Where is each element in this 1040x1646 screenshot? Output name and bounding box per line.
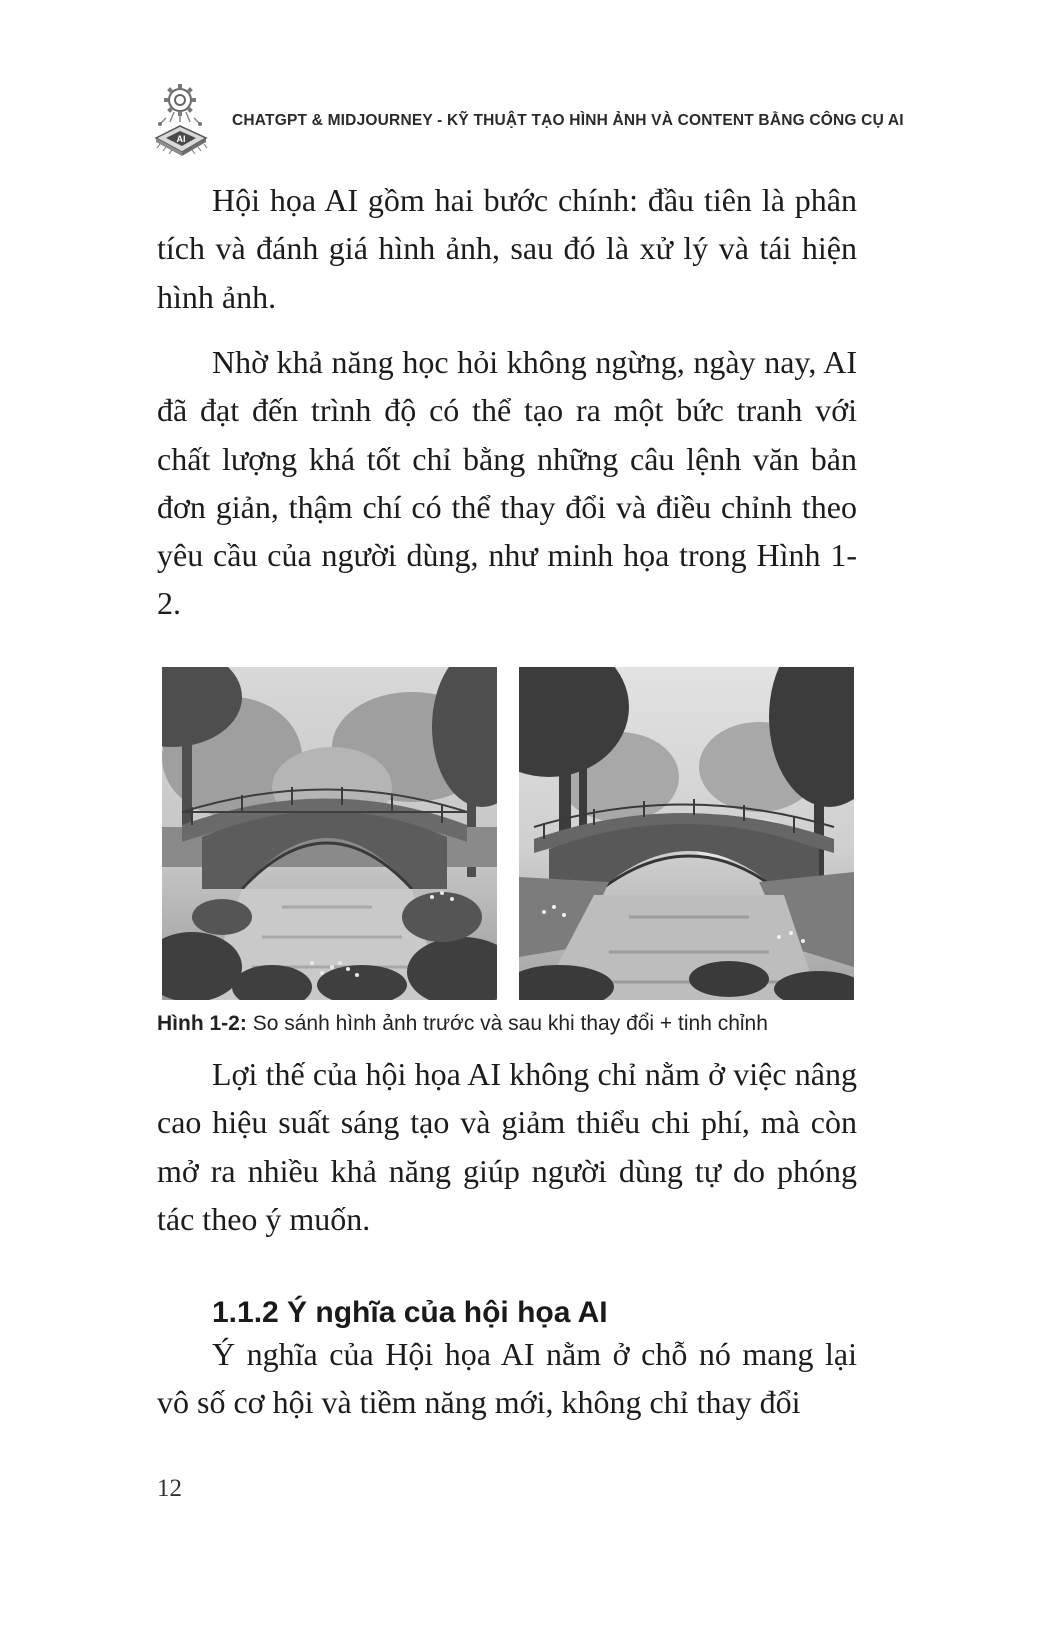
section-heading: 1.1.2 Ý nghĩa của hội họa AI <box>212 1296 608 1329</box>
paragraph-ai-advantages: Lợi thế của hội họa AI không chỉ nằm ở việc nâng cao hiệu suất sáng tạo và giảm thiểu chi phí, mà còn mở ra nhiều khả năng giúp người dùng tự do phóng tác theo ý muốn. <box>157 1056 857 1237</box>
figure-caption <box>157 1012 907 1036</box>
page-number: 12 <box>157 1475 182 1502</box>
figure-caption-text: So sánh hình ảnh trước và sau khi thay đổi + tinh chỉnh <box>252 1012 768 1035</box>
logo-ai-text: AI <box>176 134 186 144</box>
paragraph-ai-painting-steps: Hội họa AI gồm hai bước chính: đầu tiên là phân tích và đánh giá hình ảnh, sau đó là xử lý và tái hiện hình ảnh. <box>157 182 857 315</box>
running-header <box>150 80 910 160</box>
figure-caption-label: Hình 1-2: <box>157 1012 247 1035</box>
stone-bridge-forest-after-image <box>519 667 854 1000</box>
paragraph-ai-meaning: Ý nghĩa của Hội họa AI nằm ở chỗ nó mang lại vô số cơ hội và tiềm năng mới, không chỉ thay đổi <box>157 1336 857 1421</box>
ai-chip-gear-icon <box>150 80 226 160</box>
paragraph-ai-learning: Nhờ khả năng học hỏi không ngừng, ngày nay, AI đã đạt đến trình độ có thể tạo ra một bức tranh với chất lượng khá tốt chỉ bằng những câu lệnh văn bản đơn giản, thậm chí có thể thay đổi và điều chỉnh theo yêu cầu của người dùng, như minh họa trong Hình 1-2. <box>157 344 857 622</box>
stone-bridge-forest-before-image <box>162 667 497 1000</box>
book-title: CHATGPT & MIDJOURNEY - KỸ THUẬT TẠO HÌNH ẢNH VÀ CONTENT BẰNG CÔNG CỤ AI <box>232 112 904 129</box>
